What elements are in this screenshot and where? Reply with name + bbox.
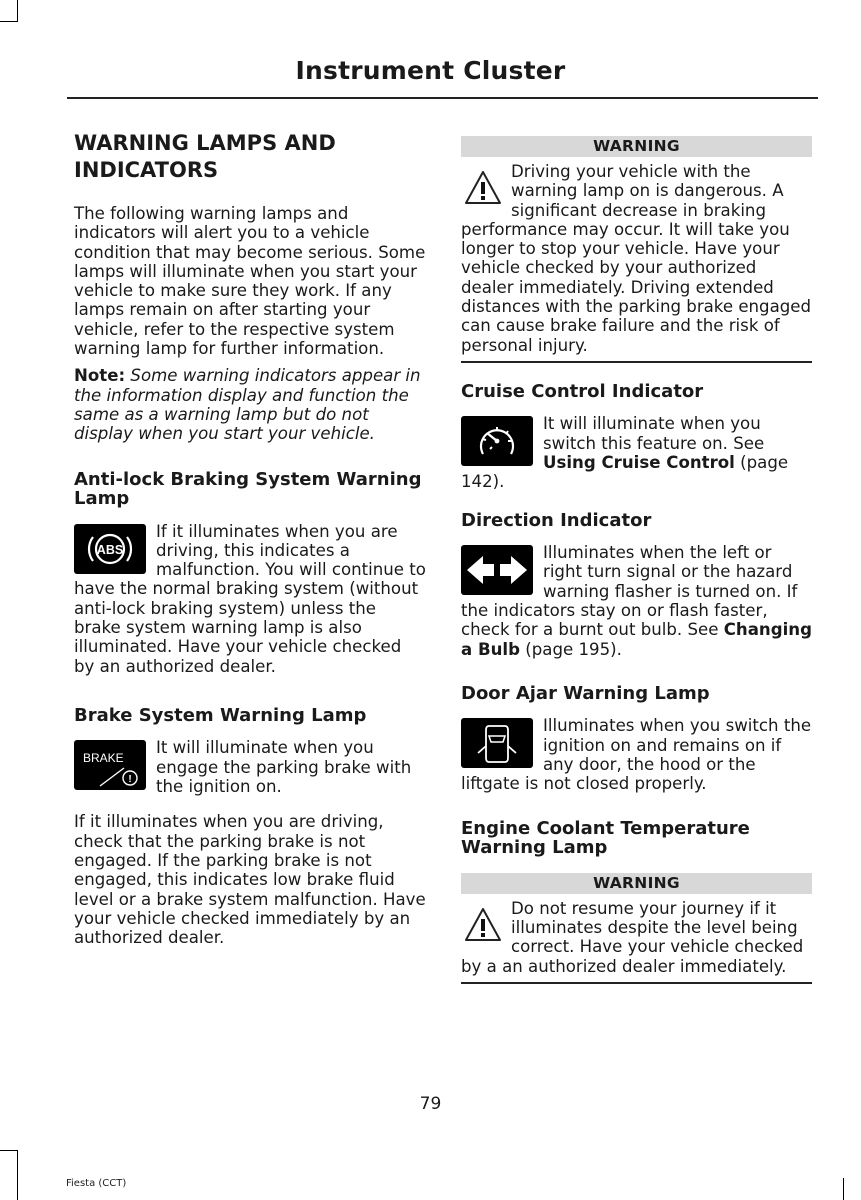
crop-mark [17,0,18,22]
section-title: WARNING LAMPS AND INDICATORS [74,131,336,182]
door-heading: Door Ajar Warning Lamp [461,682,710,704]
warning-text: Driving your vehicle with the warning lamp on is dangerous. A significant decrease in braking performance may occur. It will take you longer to stop your vehicle. Have your vehicle checked by your authorized dealer immediately. Driving extended distances with the parking brake engaged can cause brake failure and the risk of personal injury. [461,162,812,355]
warning-triangle-icon [463,905,503,945]
brake-icon-text: BRAKE [83,751,124,766]
brake-description: It will illuminate when you engage the parking brake with the ignition on. [156,738,412,797]
door-ajar-lamp-icon [461,718,533,768]
brake-block [74,738,426,796]
coolant-warning-box [461,894,812,984]
document-id: Fiesta (CCT) [66,1178,127,1189]
coolant-warning-header: WARNING [461,873,812,894]
brake-warning-lamp-icon [74,740,146,790]
crop-mark [843,1178,844,1200]
door-block [461,716,812,793]
intro-paragraph: The following warning lamps and indicators will alert you to a vehicle condition that may become serious. Some lamps will illuminate when you start your vehicle to make sure they work. If any lamps remain on after starting your vehicle, refer to the respective system warning lamp for further information. [74,204,426,359]
page-title: Instrument Cluster [295,56,566,85]
cruise-heading: Cruise Control Indicator [461,380,704,402]
direction-page-ref: (page 195). [520,639,622,659]
right-column [461,136,812,984]
coolant-warning-text: Do not resume your journey if it illuminates despite the level being correct. Have your vehicle checked by a an authorized dealer immediately. [461,898,804,976]
crop-mark [17,1150,18,1200]
abs-icon-text: ABS [96,542,124,557]
direction-block [461,543,812,659]
svg-text:!: ! [128,774,132,786]
warning-header: WARNING [461,136,812,157]
direction-indicator-lamp-icon [461,545,533,595]
cruise-link[interactable]: Using Cruise Control [543,453,735,473]
header-divider [67,97,818,99]
note-paragraph [74,366,426,443]
warning-box [461,157,812,363]
note-label: Note: [74,366,126,386]
abs-block [74,522,426,676]
cruise-block [461,414,812,491]
abs-description: If it illuminates when you are driving, this indicates a malfunction. You will continue to have the normal braking system (without anti-lock braking system) unless the brake system warning lamp is also illuminated. Have your vehicle checked by an authorized dealer. [74,521,426,676]
crop-mark [0,1150,17,1151]
direction-text: Illuminates when the left or right turn signal or the hazard warning flasher is turned on. If the indicators stay on or flash faster, check for a burnt out bulb. See [461,543,798,640]
direction-heading: Direction Indicator [461,509,652,531]
crop-mark [0,21,17,22]
cruise-page-ref: (page 142). [461,453,789,492]
warning-triangle-icon [463,168,503,208]
note-text: Some warning indicators appear in the information display and function the same as a warning lamp but do not display when you start your vehicle. [74,366,421,444]
cruise-text: It will illuminate when you switch this feature on. See [543,414,765,453]
door-description: Illuminates when you switch the ignition on and remains on if any door, the hood or the liftgate is not closed properly. [461,716,812,794]
abs-heading: Anti-lock Braking System Warning Lamp [74,468,422,510]
abs-warning-lamp-icon [74,524,146,574]
direction-link[interactable]: Changing a Bulb [461,620,812,659]
left-column [74,130,426,947]
cruise-control-lamp-icon [461,416,533,466]
brake-description-2: If it illuminates when you are driving, check that the parking brake is not engaged. If the parking brake is not engaged, this indicates low brake fluid level or a brake system malfunction. Have your vehicle checked immediately by an authorized dealer. [74,812,426,948]
coolant-heading: Engine Coolant Temperature Warning Lamp [461,817,750,859]
page-number: 79 [419,1094,442,1114]
brake-heading: Brake System Warning Lamp [74,704,367,726]
